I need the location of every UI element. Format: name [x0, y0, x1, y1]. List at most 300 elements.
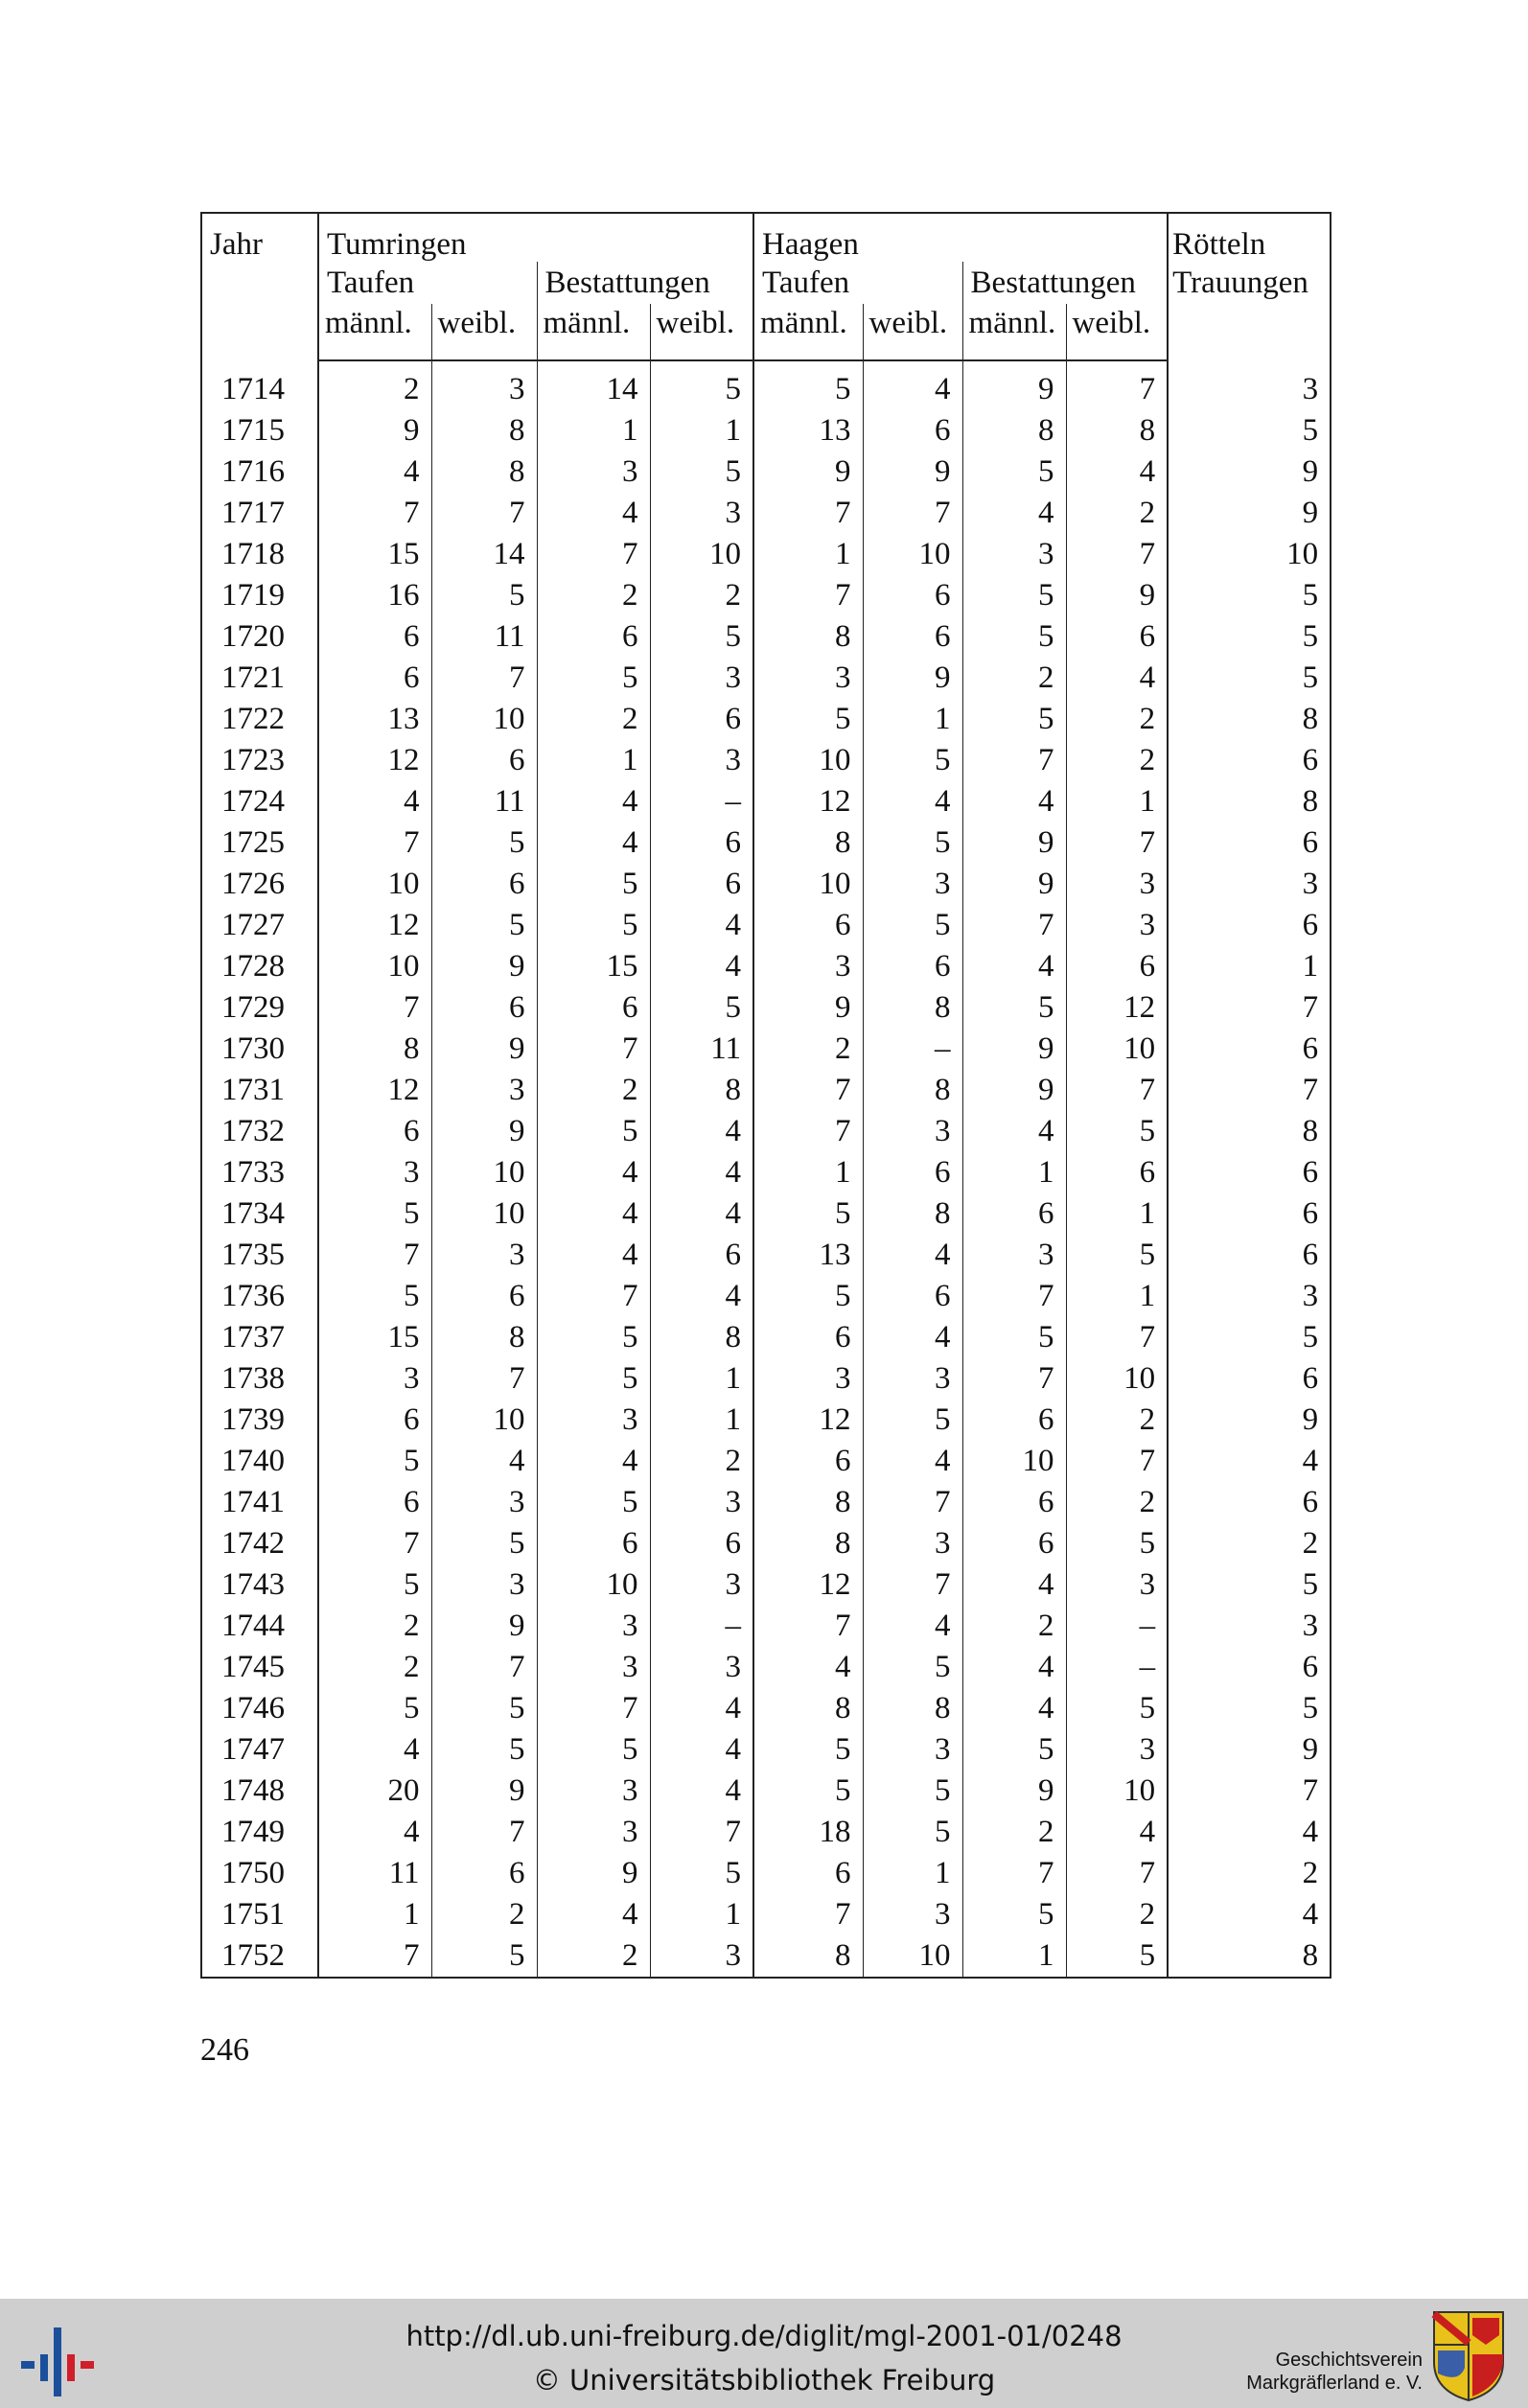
count-cell: 7	[1066, 1070, 1168, 1111]
count-cell: 4	[650, 946, 753, 987]
count-cell: 4	[537, 1193, 650, 1235]
count-cell: –	[863, 1029, 962, 1070]
table-row	[201, 1812, 1331, 1853]
count-cell: 5	[863, 1400, 962, 1441]
spacer-cell	[753, 360, 863, 369]
count-cell: 6	[318, 1482, 431, 1523]
count-cell: 8	[962, 410, 1066, 452]
copyright-text: © Universitätsbibliothek Freiburg	[532, 2364, 996, 2396]
count-cell: 3	[863, 1523, 962, 1564]
count-cell: 7	[1168, 1070, 1331, 1111]
count-cell: 5	[431, 822, 537, 864]
year-cell: 1716	[201, 452, 318, 493]
count-cell: 4	[537, 781, 650, 822]
count-cell: 6	[1066, 946, 1168, 987]
count-cell: 9	[431, 1606, 537, 1647]
count-cell: 6	[863, 1276, 962, 1317]
table-body	[201, 360, 1331, 1978]
count-cell: 6	[537, 987, 650, 1029]
count-cell: 3	[537, 1606, 650, 1647]
count-cell: 4	[863, 369, 962, 410]
count-cell: 1	[753, 534, 863, 575]
count-cell: 4	[318, 1812, 431, 1853]
count-cell: 7	[431, 1647, 537, 1688]
count-cell: 5	[1168, 658, 1331, 699]
count-cell: 3	[650, 1647, 753, 1688]
count-cell: 3	[1168, 864, 1331, 905]
count-cell: 8	[863, 1193, 962, 1235]
count-cell: 4	[1066, 452, 1168, 493]
count-cell: 4	[962, 1564, 1066, 1606]
count-cell: 7	[962, 1853, 1066, 1894]
count-cell: 1	[753, 1152, 863, 1193]
count-cell: 9	[1168, 493, 1331, 534]
table-row	[201, 1935, 1331, 1978]
year-cell: 1743	[201, 1564, 318, 1606]
header-haagen-bestattungen: Bestattungen	[962, 262, 1168, 304]
year-cell: 1745	[201, 1647, 318, 1688]
count-cell: 8	[318, 1029, 431, 1070]
table-row	[201, 616, 1331, 658]
count-cell: 5	[650, 452, 753, 493]
count-cell: 8	[863, 987, 962, 1029]
count-cell: 9	[1168, 1400, 1331, 1441]
header-col-maennl: männl.	[537, 304, 650, 360]
count-cell: 10	[863, 1935, 962, 1978]
year-cell: 1719	[201, 575, 318, 616]
count-cell: 13	[753, 1235, 863, 1276]
count-cell: 3	[753, 658, 863, 699]
count-cell: 2	[1066, 1894, 1168, 1935]
count-cell: 5	[650, 369, 753, 410]
count-cell: 2	[318, 369, 431, 410]
count-cell: 7	[863, 1564, 962, 1606]
count-cell: 4	[1168, 1441, 1331, 1482]
table-row	[201, 740, 1331, 781]
count-cell: 3	[537, 1400, 650, 1441]
count-cell: 6	[753, 1853, 863, 1894]
count-cell: 7	[1066, 1853, 1168, 1894]
table-spacer-row	[201, 360, 1331, 369]
count-cell: 3	[650, 1935, 753, 1978]
count-cell: 4	[650, 1193, 753, 1235]
count-cell: 10	[537, 1564, 650, 1606]
count-cell: 5	[962, 1894, 1066, 1935]
count-cell: –	[1066, 1606, 1168, 1647]
count-cell: 8	[431, 452, 537, 493]
year-cell: 1717	[201, 493, 318, 534]
count-cell: 7	[962, 740, 1066, 781]
count-cell: 11	[431, 781, 537, 822]
count-cell: 7	[318, 1935, 431, 1978]
count-cell: 10	[1066, 1358, 1168, 1400]
count-cell: 5	[1066, 1935, 1168, 1978]
count-cell: 6	[863, 410, 962, 452]
count-cell: 6	[431, 1853, 537, 1894]
table-row	[201, 1276, 1331, 1317]
count-cell: 5	[753, 369, 863, 410]
header-tumringen-taufen: Taufen	[318, 262, 537, 304]
count-cell: 1	[1066, 1193, 1168, 1235]
count-cell: 13	[318, 699, 431, 740]
count-cell: 5	[537, 1317, 650, 1358]
society-crest-icon	[1430, 2306, 1507, 2402]
count-cell: 15	[318, 1317, 431, 1358]
count-cell: 7	[431, 1358, 537, 1400]
count-cell: 5	[863, 1647, 962, 1688]
count-cell: 7	[962, 1276, 1066, 1317]
count-cell: 2	[650, 575, 753, 616]
count-cell: 6	[318, 1400, 431, 1441]
count-cell: 5	[431, 1688, 537, 1729]
count-cell: 8	[753, 1482, 863, 1523]
count-cell: 5	[431, 905, 537, 946]
count-cell: 5	[1168, 1688, 1331, 1729]
spacer-cell	[1066, 360, 1168, 369]
count-cell: 5	[650, 1853, 753, 1894]
year-cell: 1714	[201, 369, 318, 410]
count-cell: 4	[537, 1441, 650, 1482]
count-cell: 6	[431, 740, 537, 781]
year-cell: 1725	[201, 822, 318, 864]
count-cell: 3	[650, 740, 753, 781]
count-cell: 5	[1168, 1317, 1331, 1358]
count-cell: 5	[318, 1193, 431, 1235]
table-row	[201, 1647, 1331, 1688]
count-cell: 5	[1168, 575, 1331, 616]
count-cell: 2	[753, 1029, 863, 1070]
count-cell: 5	[863, 1812, 962, 1853]
table-row	[201, 1029, 1331, 1070]
count-cell: 5	[962, 987, 1066, 1029]
count-cell: 2	[1066, 1482, 1168, 1523]
count-cell: 6	[318, 1111, 431, 1152]
year-cell: 1750	[201, 1853, 318, 1894]
table-row	[201, 1400, 1331, 1441]
count-cell: 6	[1168, 1358, 1331, 1400]
count-cell: 7	[1066, 369, 1168, 410]
count-cell: 12	[753, 1564, 863, 1606]
count-cell: 9	[962, 1029, 1066, 1070]
year-cell: 1721	[201, 658, 318, 699]
table-row	[201, 369, 1331, 410]
count-cell: 4	[1168, 1894, 1331, 1935]
count-cell: 5	[431, 1729, 537, 1771]
spacer-cell	[201, 360, 318, 369]
header-col-weibl: weibl.	[431, 304, 537, 360]
year-cell: 1718	[201, 534, 318, 575]
count-cell: 4	[318, 781, 431, 822]
count-cell: 11	[318, 1853, 431, 1894]
count-cell: 9	[753, 987, 863, 1029]
table-row	[201, 987, 1331, 1029]
count-cell: 10	[431, 1400, 537, 1441]
table-row	[201, 1482, 1331, 1523]
count-cell: 6	[431, 1276, 537, 1317]
count-cell: 5	[863, 905, 962, 946]
count-cell: 10	[962, 1441, 1066, 1482]
count-cell: 9	[1066, 575, 1168, 616]
count-cell: 10	[753, 740, 863, 781]
count-cell: 4	[962, 946, 1066, 987]
spacer-cell	[863, 360, 962, 369]
count-cell: 9	[431, 1029, 537, 1070]
spacer-cell	[318, 360, 431, 369]
count-cell: 5	[1168, 1564, 1331, 1606]
count-cell: 12	[318, 905, 431, 946]
count-cell: 7	[431, 493, 537, 534]
year-cell: 1739	[201, 1400, 318, 1441]
year-cell: 1740	[201, 1441, 318, 1482]
count-cell: 5	[753, 1771, 863, 1812]
count-cell: 9	[962, 1771, 1066, 1812]
count-cell: 5	[318, 1564, 431, 1606]
count-cell: 8	[1066, 410, 1168, 452]
table-row	[201, 575, 1331, 616]
count-cell: 4	[537, 493, 650, 534]
table-row	[201, 410, 1331, 452]
count-cell: 7	[1066, 1441, 1168, 1482]
count-cell: 6	[431, 987, 537, 1029]
count-cell: 4	[650, 1688, 753, 1729]
count-cell: 5	[863, 740, 962, 781]
table-row	[201, 1111, 1331, 1152]
count-cell: 5	[537, 658, 650, 699]
count-cell: 3	[537, 1771, 650, 1812]
count-cell: 2	[650, 1441, 753, 1482]
count-cell: 5	[431, 1935, 537, 1978]
count-cell: 3	[753, 1358, 863, 1400]
count-cell: 6	[962, 1400, 1066, 1441]
year-cell: 1732	[201, 1111, 318, 1152]
count-cell: 5	[537, 864, 650, 905]
count-cell: 2	[962, 1606, 1066, 1647]
spacer-cell	[537, 360, 650, 369]
count-cell: 7	[962, 905, 1066, 946]
count-cell: 4	[650, 905, 753, 946]
count-cell: 10	[318, 864, 431, 905]
year-cell: 1729	[201, 987, 318, 1029]
count-cell: 6	[537, 1523, 650, 1564]
count-cell: 5	[753, 1729, 863, 1771]
count-cell: 4	[650, 1152, 753, 1193]
spacer-cell	[431, 360, 537, 369]
table-row	[201, 658, 1331, 699]
count-cell: 9	[962, 822, 1066, 864]
count-cell: 9	[537, 1853, 650, 1894]
count-cell: 6	[863, 1152, 962, 1193]
count-cell: 10	[1066, 1029, 1168, 1070]
count-cell: 2	[1168, 1523, 1331, 1564]
count-cell: 4	[537, 1152, 650, 1193]
count-cell: 6	[863, 946, 962, 987]
count-cell: 14	[431, 534, 537, 575]
count-cell: 5	[1066, 1523, 1168, 1564]
count-cell: 7	[318, 822, 431, 864]
count-cell: 3	[650, 493, 753, 534]
header-group-haagen: Haagen	[753, 213, 1168, 262]
year-cell: 1749	[201, 1812, 318, 1853]
table-row	[201, 1235, 1331, 1276]
count-cell: 4	[537, 1235, 650, 1276]
count-cell: 8	[753, 1935, 863, 1978]
count-cell: 2	[537, 575, 650, 616]
year-cell: 1752	[201, 1935, 318, 1978]
count-cell: 3	[537, 452, 650, 493]
count-cell: 5	[962, 699, 1066, 740]
count-cell: 6	[753, 1441, 863, 1482]
count-cell: 6	[962, 1523, 1066, 1564]
count-cell: 1	[863, 699, 962, 740]
count-cell: 8	[863, 1688, 962, 1729]
count-cell: 6	[962, 1193, 1066, 1235]
count-cell: 8	[431, 1317, 537, 1358]
count-cell: 5	[537, 1482, 650, 1523]
count-cell: 7	[1066, 1317, 1168, 1358]
count-cell: 12	[1066, 987, 1168, 1029]
count-cell: 5	[962, 1317, 1066, 1358]
table-row	[201, 699, 1331, 740]
count-cell: 7	[1066, 822, 1168, 864]
year-cell: 1748	[201, 1771, 318, 1812]
count-cell: 2	[1066, 740, 1168, 781]
count-cell: 8	[753, 1523, 863, 1564]
table-row	[201, 1193, 1331, 1235]
year-cell: 1747	[201, 1729, 318, 1771]
count-cell: 10	[318, 946, 431, 987]
count-cell: 3	[431, 369, 537, 410]
count-cell: 7	[318, 987, 431, 1029]
count-cell: 1	[537, 740, 650, 781]
table-row	[201, 1070, 1331, 1111]
count-cell: 5	[863, 822, 962, 864]
header-col-weibl: weibl.	[1066, 304, 1168, 360]
count-cell: 1	[1168, 946, 1331, 987]
count-cell: 6	[318, 616, 431, 658]
table-row	[201, 822, 1331, 864]
year-cell: 1746	[201, 1688, 318, 1729]
table-row	[201, 1317, 1331, 1358]
count-cell: 1	[650, 410, 753, 452]
count-cell: 8	[1168, 1935, 1331, 1978]
year-cell: 1726	[201, 864, 318, 905]
count-cell: 3	[1168, 1606, 1331, 1647]
count-cell: 1	[962, 1935, 1066, 1978]
year-cell: 1727	[201, 905, 318, 946]
count-cell: 8	[863, 1070, 962, 1111]
count-cell: 13	[753, 410, 863, 452]
count-cell: 6	[318, 658, 431, 699]
count-cell: 3	[753, 946, 863, 987]
count-cell: 4	[962, 1688, 1066, 1729]
count-cell: 6	[537, 616, 650, 658]
table-row	[201, 1894, 1331, 1935]
count-cell: 8	[1168, 781, 1331, 822]
count-cell: 5	[753, 699, 863, 740]
count-cell: 7	[1066, 534, 1168, 575]
count-cell: 4	[1066, 1812, 1168, 1853]
baptisms-burials-table-container	[200, 212, 1330, 1979]
year-cell: 1723	[201, 740, 318, 781]
year-cell: 1751	[201, 1894, 318, 1935]
count-cell: 2	[962, 658, 1066, 699]
count-cell: 7	[753, 493, 863, 534]
count-cell: 18	[753, 1812, 863, 1853]
count-cell: 15	[537, 946, 650, 987]
header-col-maennl: männl.	[318, 304, 431, 360]
count-cell: 2	[318, 1606, 431, 1647]
table-row	[201, 864, 1331, 905]
header-col-maennl: männl.	[962, 304, 1066, 360]
count-cell: 9	[1168, 1729, 1331, 1771]
count-cell: 4	[863, 1317, 962, 1358]
count-cell: 3	[1168, 369, 1331, 410]
count-cell: 6	[962, 1482, 1066, 1523]
count-cell: 8	[753, 822, 863, 864]
count-cell: 4	[650, 1771, 753, 1812]
count-cell: 2	[537, 1935, 650, 1978]
count-cell: 4	[863, 1235, 962, 1276]
count-cell: 5	[537, 1729, 650, 1771]
year-cell: 1738	[201, 1358, 318, 1400]
year-cell: 1715	[201, 410, 318, 452]
count-cell: 9	[431, 1111, 537, 1152]
table-row	[201, 452, 1331, 493]
count-cell: 7	[650, 1812, 753, 1853]
count-cell: 6	[650, 1235, 753, 1276]
count-cell: 5	[962, 452, 1066, 493]
count-cell: 3	[863, 1358, 962, 1400]
count-cell: 3	[1066, 1729, 1168, 1771]
count-cell: 5	[537, 1111, 650, 1152]
count-cell: 9	[753, 452, 863, 493]
count-cell: 6	[1168, 822, 1331, 864]
count-cell: 7	[753, 1894, 863, 1935]
table-row	[201, 1441, 1331, 1482]
count-cell: 7	[318, 493, 431, 534]
year-cell: 1730	[201, 1029, 318, 1070]
count-cell: 3	[962, 1235, 1066, 1276]
count-cell: 1	[537, 410, 650, 452]
count-cell: 4	[962, 781, 1066, 822]
count-cell: 10	[431, 699, 537, 740]
header-group-tumringen: Tumringen	[318, 213, 753, 262]
count-cell: 3	[650, 658, 753, 699]
count-cell: 2	[1066, 493, 1168, 534]
count-cell: 2	[1066, 699, 1168, 740]
count-cell: 5	[962, 616, 1066, 658]
count-cell: 10	[753, 864, 863, 905]
source-url-link[interactable]: http://dl.ub.uni-freiburg.de/diglit/mgl-2001-01/0248	[405, 2320, 1123, 2352]
count-cell: 5	[537, 905, 650, 946]
count-cell: 4	[1168, 1812, 1331, 1853]
count-cell: 10	[1066, 1771, 1168, 1812]
count-cell: 10	[1168, 534, 1331, 575]
count-cell: 4	[1066, 658, 1168, 699]
count-cell: 9	[962, 864, 1066, 905]
header-col-maennl: männl.	[753, 304, 863, 360]
count-cell: 10	[431, 1193, 537, 1235]
count-cell: 7	[863, 1482, 962, 1523]
count-cell: 5	[962, 575, 1066, 616]
count-cell: 15	[318, 534, 431, 575]
count-cell: 8	[431, 410, 537, 452]
count-cell: 3	[537, 1812, 650, 1853]
count-cell: 16	[318, 575, 431, 616]
count-cell: 3	[537, 1647, 650, 1688]
count-cell: 9	[1168, 452, 1331, 493]
year-cell: 1734	[201, 1193, 318, 1235]
